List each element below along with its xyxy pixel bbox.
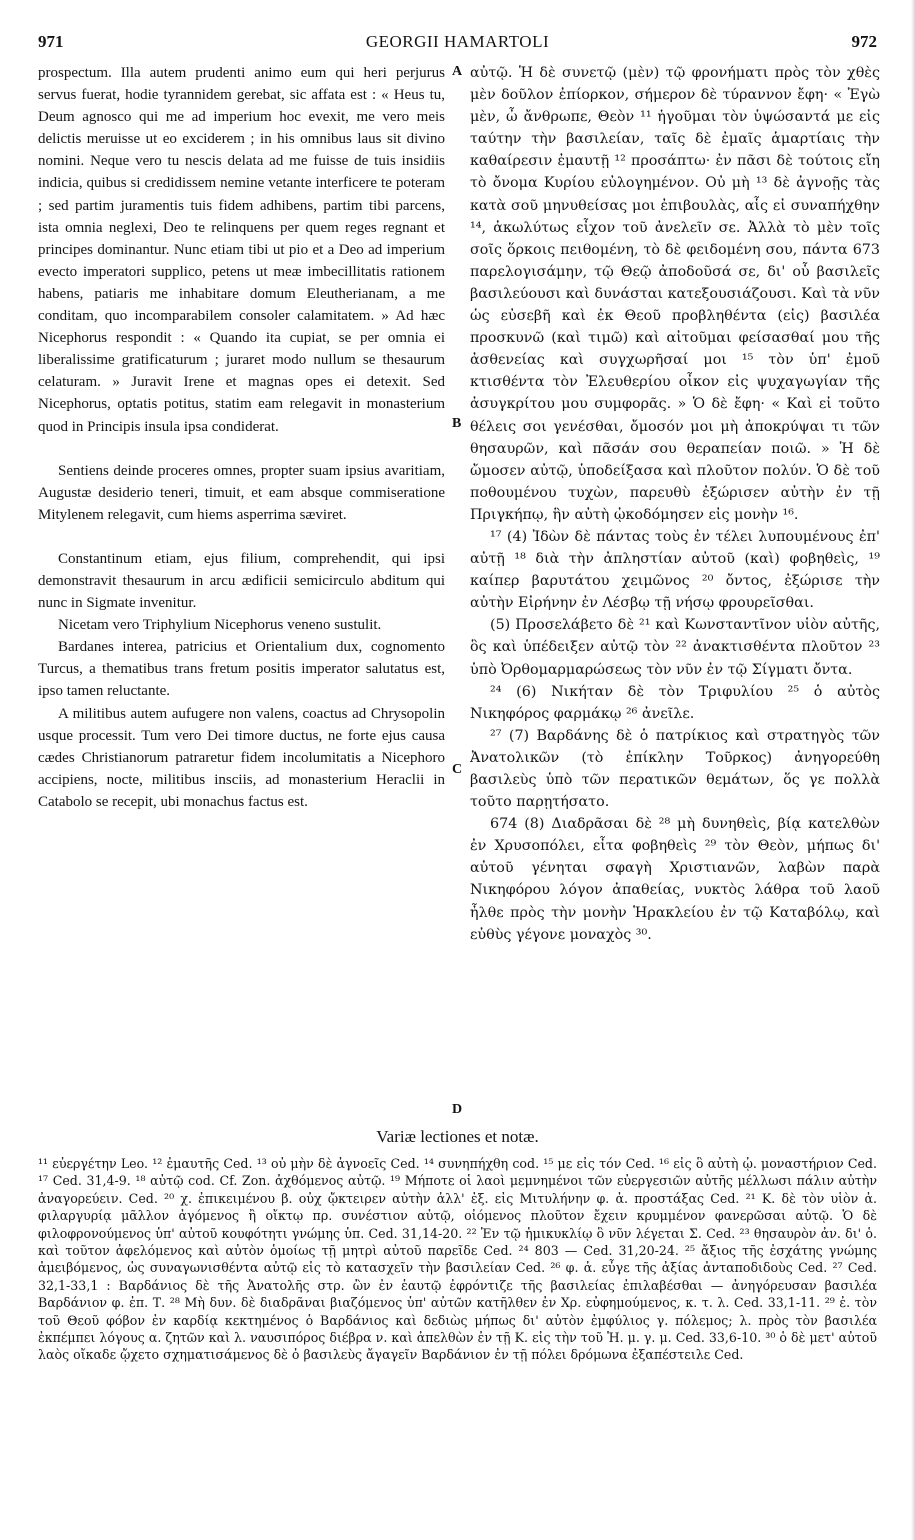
latin-paragraph: prospectum. Illa autem prudenti animo eum qui heri perjurus servus fuerat, hodie tyrannidem gerebat, sic affata est : « Heus tu, Deum agnosco qui me ad imperium hoc evexit, me vero meis delictis meruisse ut eo exciderem ; in his omnibus laus sit divino nomini. Neque vero tu nescis delata ad me fuisse de tuis insidiis indicia, quibus si credidissem nemine vetante interficere te poteram ; sed partim juramentis tuis fidem adhibens, partim tibi parcens, ista omnia neglexi, Deo te relinquens per quem reges regnant et principes dominantur. Nunc etiam tibi ut pio et a Deo ad imperium evecto imperatori supplico, petens ut meæ imbecillitatis rationem habens, patiaris me inhabitare domum Eleutherianam, a me conditam, quo incomparabilem consoler calamitatem. » Ad hæc Nicephorus respondit : « Quando ita cupiat, se per omnia ei liberalissime gratificaturum ; juraret modo nullum se thesaurum celaturam. » Juravit Irene et magnas opes ei detexit. Sed Nicephorus, optatis potitus, statim eam relegavit in monasterium quod in Principis insula ipsa condiderat. <box>38 65 445 435</box>
greek-column <box>470 62 880 946</box>
page-edge-shadow <box>911 0 915 1540</box>
greek-paragraph: ¹⁷ (4) Ἰδὼν δὲ πάντας τοὺς ἐν τέλει λυπουμένους ἐπ' αὐτῇ ¹⁸ διὰ τὴν ἀπληστίαν αὐτοῦ (καὶ) φοβηθεὶς, ¹⁹ καίπερ βαρυτάτου χειμῶνος ²⁰ ὄντος, ἐξώρισε τὴν αὐτὴν Εἰρήνην ἐν Λέσβῳ τῇ νήσῳ φρουρεῖσθαι. <box>470 528 880 612</box>
greek-paragraph: 674 (8) Διαδρᾶσαι δὲ ²⁸ μὴ δυνηθεὶς, βίᾳ κατελθὼν ἐν Χρυσοπόλει, εἶτα φοβηθεὶς ²⁹ τὸν Θεὸν, μήπως δι' αὐτοῦ γένηται σφαγὴ Χριστιανῶν, λαβὼν παρὰ Νικηφόρου λόγον ἀπαθείας, νυκτὸς λάθρα τοῦ λαοῦ ἦλθε πρὸς τὴν μονὴν Ἡρακλείου ἐν τῷ Καταβόλῳ, καὶ εὐθὺς γέγονε μοναχὸς ³⁰. <box>470 816 880 943</box>
right-page-number: 972 <box>851 32 877 51</box>
margin-marker-c: C <box>452 762 463 777</box>
greek-paragraph: ²⁷ (7) Βαρδάνης δὲ ὁ πατρίκιος καὶ στρατηγὸς τῶν Ἀνατολικῶν (τὸ ἐπίκλην Τοῦρκος) ἀνηγορεύθη βασιλεὺς ὑπὸ τῶν περατικῶν θεμάτων, ὅς γε πολλὰ τοῦτο παρῃτήσατο. <box>470 727 880 811</box>
greek-paragraph: αὐτῷ. Ἡ δὲ συνετῷ (μὲν) τῷ φρονήματι πρὸς τὸν χθὲς μὲν δοῦλον ἐπίορκον, σήμερον δὲ τύραννον ἔφη· « Ἐγὼ μὲν, ὦ ἄνθρωπε, Θεὸν ¹¹ ἡγοῦμαι τὸν ὑψώσαντά με εἰς ταύτην τὴν βασιλείαν, ταῖς δὲ ἐμαῖς ἁμαρτίαις τὴν καθαίρεσιν ἐμαυτῇ ¹² προσάπτω· ἐν πᾶσι δὲ τούτοις εἴη τὸ ὄνομα Κυρίου εὐλογημένον. Οὐ μὴ ¹³ δὲ ἀγνοῇς τὰς κατὰ σοῦ μηνυθείσας μοι ἐπιβουλὰς, αἷς εἰ συναπήχθην ¹⁴, ἀκωλύτως εἶχον τοῦ ἀνελεῖν σε. Ἀλλὰ τὸ μὲν τοῖς σοῖς ὅρκοις πειθομένη, τὸ δὲ φειδομένη σου, πάντα 673 παρελογισάμην, τῷ Θεῷ ἀποδοῦσά σε, δι' οὗ βασιλεῖς βασιλεύουσι καὶ δυνάσται κατεξουσιάζουσι. Καὶ τὰ νῦν ὡς εὐσεβῆ καὶ ἐκ Θεοῦ προβληθέντα (εἰς) βασιλέα προσκυνῶ (καὶ τιμῶ) καὶ αἰτοῦμαι φείσασθαί μου τῆς ἀσθενείας καὶ συγχωρῆσαί μοι ¹⁵ τὸν ὑπ' ἐμοῦ κτισθέντα τὸν Ἐλευθερίου οἶκον εἰς ψυχαγωγίαν τῆς ἀσυγκρίτου μου συμφορᾶς. » Ὁ δὲ ἔφη· « Καὶ εἰ τοῦτο θέλεις σοι γενέσθαι, ὄμοσόν μοι μὴ ἀποκρύψαι τι τῶν θησαυρῶν, καὶ πᾶσάν σου θεραπείαν ποιῶ. » Ἡ δὲ ὤμοσεν αὐτῷ, ὑποδείξασα καὶ πλοῦτον πολύν. Ὁ δὲ τοῦ ποθουμένου τυχὼν, παρευθὺ ἐξώρισεν αὐτὴν ἐν τῇ Πριγκήπῳ, ἣν αὐτὴ ᾠκοδόμησεν εἰς μονὴν ¹⁶. <box>470 65 880 523</box>
notes-title: Variæ lectiones et notæ. <box>376 1127 539 1146</box>
variant-readings-notes: ¹¹ εὐεργέτην Leo. ¹² ἐμαυτῆς Ced. ¹³ οὐ μὴν δὲ ἀγνοεῖς Ced. ¹⁴ συνηπήχθη cod. ¹⁵ με εἰς τόν Ced. ¹⁶ εἰς ὃ αὐτὴ ᾠ. μοναστήριον Ced. ¹⁷ Ced. 31,4-9. ¹⁸ αὐτῷ cod. Cf. Zon. ἀχθόμενος αὐτῷ. ¹⁹ Μήποτε οἱ λαοὶ μεμνημένοι τῶν εὐεργεσιῶν αὐτῆς μέλλωσι πάλιν αὐτὴν ἀναγορεύειν. Ced. ²⁰ χ. ἐπικειμένου β. οὐχ ᾤκτειρεν αὐτὴν ἀλλ' ἐξ. εἰς Μιτυλήνην φ. ἀ. προστάξας Ced. ²¹ Κ. δὲ τὸν υἱὸν ἀ. φιλαργυρίᾳ μᾶλλον ἀγόμενος ἢ οἴκτῳ πρ. συνέστιον αὐτῷ, οἰόμενος πλοῦτον ἔχειν κρυμμένον φανερῶσαι αὐτῷ. Ὁ δὲ φιλοφρονούμενος ὑπ' αὐτοῦ κουφότητι γνώμης ὑπ. Ced. 31,14-20. ²² Ἐν τῷ ἡμικυκλίῳ ὃ νῦν λέγεται Σ. Ced. ²³ θησαυρὸν ἀν. δι' ὁ. καὶ τοῦτον ἀφελόμενος καὶ αὐτὸν ὁμοίως τῇ μητρὶ αὐτοῦ παρεῖδε Ced. ²⁴ 803 — Ced. 31,20-24. ²⁵ ἄξιος τῆς ἐσχάτης γνώμης ἀμειβόμενος, ὡς συναγωνισθέντα αὐτῷ εἰς τὸ κατασχεῖν τὴν βασιλείαν Ced. ²⁶ φ. ἀ. εὖγε τῆς ἀξίας ἀνταποδιδοὺς Ced. ²⁷ Ced. 32,1-33,1 : Βαρδάνιος δὲ τῆς Ἀνατολῆς στρ. ὢν ἐν ἑαυτῷ ἐφρόντιζε τῆς βασιλείας ἐπιλαβέσθαι — ἀνηγόρευσαν βασιλέα Βαρδάνιον φ. ἐπ. Τ. ²⁸ Μὴ δυν. δὲ διαδρᾶναι βιαζόμενος ὑπ' αὐτῶν κατῆλθεν ἐν Χρ. εὐφημούμενος, κ. τ. λ. Ced. 33,1-11. ²⁹ ἐ. τὸν τοῦ Θεοῦ φόβον ἐν καρδίᾳ κεκτημένος ὁ Βαρδάνιος καὶ δεδιὼς μήπως δι' αὐτὸν ἐμφύλιος γ. πόλεμος; λ. πρὸς τὸν βασιλέα ἐκπέμπει λόγους α. ζητῶν καὶ λ. ναυσιπόρος διέβρα ν. καὶ ἀπελθὼν ἐν τῇ Κ. εἰς τὴν τοῦ Ἡ. μ. γ. μ. Ced. 33,6-10. ³⁰ ὁ δὲ μετ' αὐτοῦ λαὸς οἴκαδε ᾤχετο σχηματισάμενος δὲ ὁ βασιλεὺς ἄγαγεῖν Βαρδάνιον ἐν τῇ πόλει δρόμωνα ἐξαπέστειλε Ced. <box>38 1156 877 1363</box>
latin-paragraph: Nicetam vero Triphylium Nicephorus veneno sustulit. <box>58 617 382 634</box>
left-page-number: 971 <box>38 32 64 51</box>
latin-column <box>38 62 445 813</box>
greek-paragraph: (5) Προσελάβετο δὲ ²¹ καὶ Κωνσταντῖνον υἱὸν αὐτῆς, ὃς καὶ ὑπέδειξεν αὐτῷ τὸν ²² ἀνακτισθέντα πλοῦτον ²³ ὑπὸ Ὀρθομαρμαρώσεως τὸν νῦν ἐν τῷ Σίγματι ὄντα. <box>470 617 880 678</box>
margin-marker-b: B <box>452 416 462 431</box>
latin-paragraph: Sentiens deinde proceres omnes, propter suam ipsius avaritiam, Augustæ desiderio teneri, timuit, et eam absque commiseratione Mitylenem relegavit, cum hiems asperrima sæviret. <box>38 462 445 523</box>
page-header <box>38 32 877 58</box>
latin-paragraph: Bardanes interea, patricius et Orientalium dux, cognomento Turcus, a thematibus trans fretum positis imperator salutatus est, ipso tamen reluctante. <box>38 639 445 700</box>
latin-paragraph: Constantinum etiam, ejus filium, comprehendit, qui ipsi demonstravit thesaurum in arcu ædificii semicirculo abditum qui nunc in Sigmate invenitur. <box>38 550 445 612</box>
running-title: GEORGII HAMARTOLI <box>365 32 550 51</box>
margin-marker-a: A <box>452 64 463 79</box>
greek-paragraph: ²⁴ (6) Νικήταν δὲ τὸν Τριφυλίου ²⁵ ὁ αὐτὸς Νικηφόρος φαρμάκῳ ²⁶ ἀνεῖλε. <box>470 683 880 722</box>
margin-marker-d: D <box>452 1102 463 1117</box>
latin-paragraph: A militibus autem aufugere non valens, coactus ad Chrysopolin usque processit. Tum vero Dei timore ductus, ne forte ejus causa cædes Christianorum patraretur fidem incolumitatis a Nicephoro accipiens, nocte, militibus insciis, ad monasterium Heraclii in Catabolo se recepit, ubi monachus factus est. <box>38 705 445 810</box>
